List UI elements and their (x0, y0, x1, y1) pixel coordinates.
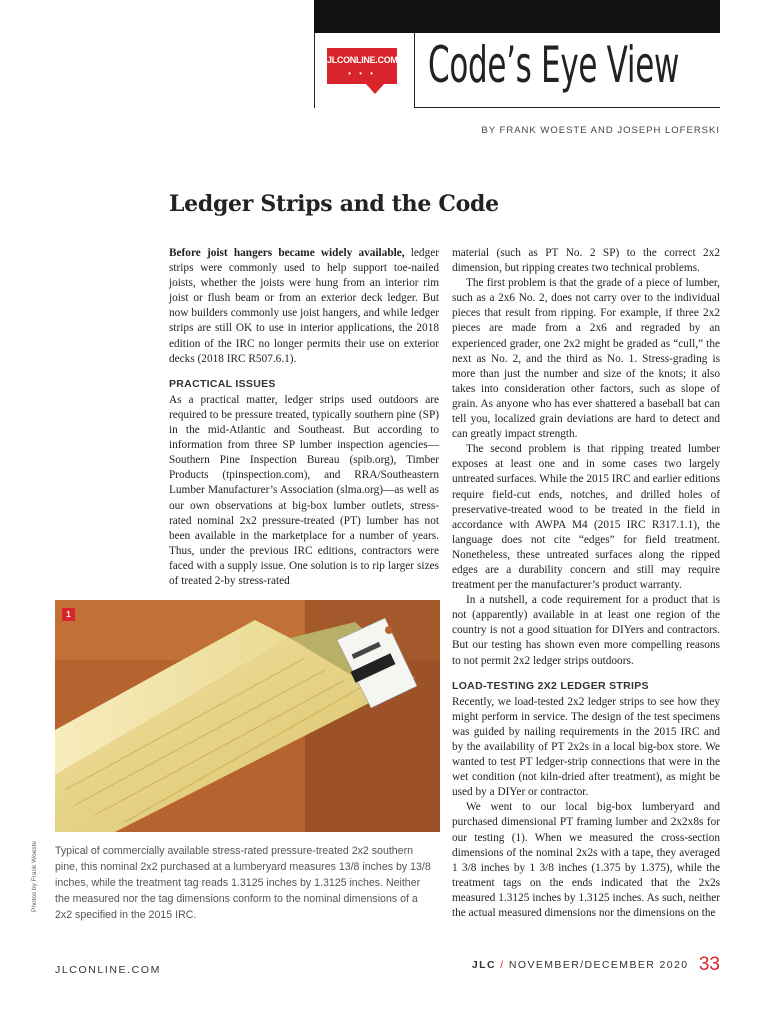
subhead-practical-issues: PRACTICAL ISSUES (169, 377, 276, 390)
footer-slash: / (500, 959, 505, 971)
left-column (169, 246, 439, 589)
header-rule (415, 107, 720, 108)
body-paragraph: We went to our local big-box lumberyard and purchased dimensional PT framing lumber and 2x2x8s for our testing (1). When we measured the cross-section dimensions of the nominal 2x2s with a tape, they averaged 1 3/8 inches by 1 3/8 inches (1.375 by 1.375), while the treatment tags on the ends indicated that the 2x2s measured 1.3125 inches by 1.3125 inches. As such, neither the actual measured dimensions nor the dimensions on the (452, 801, 720, 920)
header-bar (314, 0, 720, 33)
subhead-load-testing: LOAD-TESTING 2X2 LEDGER STRIPS (452, 679, 649, 692)
practical-paragraph: As a practical matter, ledger strips used outdoors are required to be pressure treated, typically southern pine (SP) in the mid-Atlantic and Southeast. But according to information from three SP lumber inspection agencies—Southern Pine Inspection Bureau (spib.org), Timber Products (tpinspection.com), and RRA/Southeastern Lumber Manufacturer’s Association (slma.org)—as well as our own observations at big-box lumber outlets, stress-rated nominal 2x2 pressure-treated (PT) lumber has not been available in the marketplace for a number of years. Thus, under the previous IRC editions, contractors were faced with a supply issue. One solution is to rip larger sizes of treated 2-by stress-rated (169, 393, 439, 587)
body-paragraph: The second problem is that ripping treated lumber exposes at least one and in some cases two largely untreated surfaces. While the 2015 IRC and earlier editions require field-cut ends, notches, and drilled holes of preservative-treated wood to be treated in the field in accordance with AWPA M4 (2015 IRC R317.1.1), the language does not cite “edges” for field treatment. Nonetheless, these untreated surfaces along the ripped edges are a durability concern and still may require treatment per the manufacturer’s product warranty. (452, 443, 721, 592)
figure-number: 1 (62, 608, 75, 621)
section-title: Code’s Eye View (428, 36, 680, 94)
body-paragraph: Recently, we load-tested 2x2 ledger strips to see how they might perform in service. The design of the test specimens was guided by nailing requirements in the 2015 IRC and by the availability of PT 2x2s in a local big-box store. We wanted to test PT ledger-strip connections that were in the wet condition (not kiln-dried after treatment), as might be used by a DIYer or contractor. (452, 695, 720, 799)
byline: BY FRANK WOESTE AND JOSEPH LOFERSKI (481, 125, 720, 136)
jlc-badge (327, 48, 397, 84)
badge-dots: • • • (348, 69, 376, 78)
intro-paragraph (169, 246, 439, 367)
intro-text: ledger strips were commonly used to help support toe-nailed joists, whether the joists were hung from an interior rim joist or flush beam or from an exterior deck ledger. But now builders commonly use joist hangers, and while ledger strips are still OK to use in interior applications, the 2018 edition of the IRC no longer permits their use on exterior decks (2018 IRC R507.6.1). (169, 247, 440, 365)
figure-caption: Typical of commercially available stress-rated pressure-treated 2x2 southern pine, this nominal 2x2 purchased at a lumberyard measures 13/8 inches by 13/8 inches, while the treatment tag reads 1.3125 inches by 1.3125 inches. Neither the measured nor the tag dimensions conform to the nominal dimensions of a 2x2 specified in the 2015 IRC. (55, 845, 431, 921)
footer-issue (472, 954, 720, 976)
lumber-illustration (55, 600, 440, 832)
footer-issue-date: NOVEMBER/DECEMBER 2020 (508, 959, 689, 971)
page-number: 33 (698, 954, 720, 975)
photo-credit: Photos by Frank Woeste (31, 840, 38, 912)
body-paragraph: In a nutshell, a code requirement for a product that is not (apparently) available in at least one region of the country is not a good situation for DIYers and contractors. But our testing has shown even more compelling reasons to not permit 2x2 ledger strips outdoors. (452, 594, 720, 667)
badge-tail (366, 84, 384, 94)
badge-label: JLCONLINE.COM (327, 55, 398, 65)
footer-magazine: JLC (471, 959, 496, 971)
lumber-photo (55, 600, 440, 832)
body-paragraph: material (such as PT No. 2 SP) to the correct 2x2 dimension, but ripping creates two technical problems. (452, 247, 720, 275)
article-title: Ledger Strips and the Code (169, 191, 499, 217)
lead-in: Before joist hangers became widely available, (169, 247, 405, 259)
body-paragraph: The first problem is that the grade of a piece of lumber, such as a 2x6 No. 2, does not carry over to the individual pieces that result from ripping. For example, if three 2x2 pieces are made from a 2x6 and regraded by an experienced grader, one 2x2 might be graded as “cull,” the next as No. 2, and the third as No. 1. Stress-grading is more than just the number and size of the knots; it also takes into consideration other factors, such as slope of grain. As anyone who has ever shattered a baseball bat can tell you, localized grain deviations are hard to detect and can greatly impact strength. (452, 277, 720, 441)
tag-hole (385, 626, 393, 634)
right-column (452, 246, 720, 921)
footer-site: JLCONLINE.COM (55, 964, 161, 976)
